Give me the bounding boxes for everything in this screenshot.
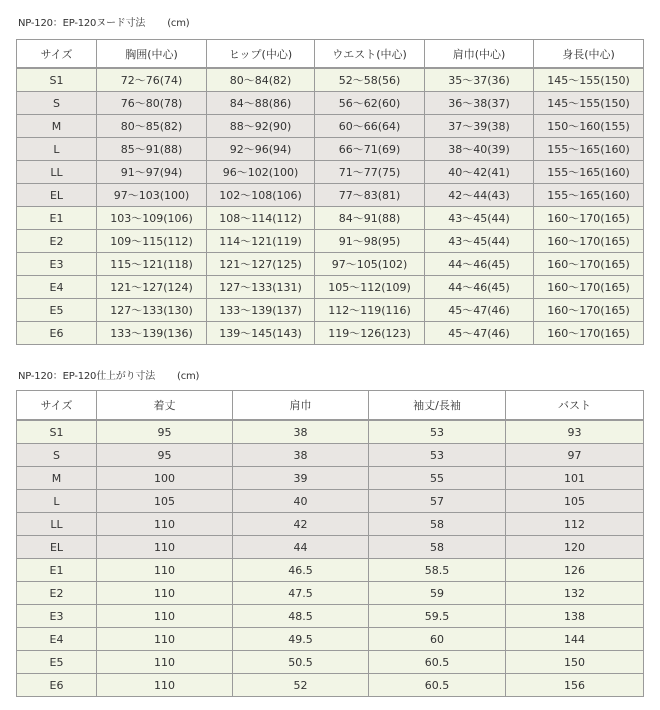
measurement-cell: 42	[233, 513, 369, 536]
measurement-cell: 110	[97, 582, 233, 605]
table-header-row	[17, 40, 644, 69]
measurement-cell: 80～84(82)	[207, 68, 315, 92]
table-row	[17, 138, 644, 161]
measurement-cell: 55	[369, 467, 506, 490]
measurement-cell: 110	[97, 628, 233, 651]
measurement-cell: 59.5	[369, 605, 506, 628]
measurement-cell: 97～105(102)	[315, 253, 425, 276]
measurement-cell: 110	[97, 536, 233, 559]
table-row	[17, 513, 644, 536]
size-label-cell: E1	[17, 207, 97, 230]
finished-size-title: NP-120：EP-120仕上がり寸法	[18, 371, 156, 382]
measurement-cell: 44～46(45)	[425, 253, 534, 276]
size-label-cell: EL	[17, 536, 97, 559]
measurement-cell: 45～47(46)	[425, 322, 534, 345]
header-waist: ウエスト(中心)	[315, 40, 425, 69]
table-row	[17, 559, 644, 582]
measurement-cell: 44～46(45)	[425, 276, 534, 299]
measurement-cell: 110	[97, 559, 233, 582]
measurement-cell: 119～126(123)	[315, 322, 425, 345]
measurement-cell: 85～91(88)	[97, 138, 207, 161]
measurement-cell: 49.5	[233, 628, 369, 651]
measurement-cell: 44	[233, 536, 369, 559]
header-bust: バスト	[506, 391, 644, 421]
measurement-cell: 160～170(165)	[534, 276, 644, 299]
header-height: 身長(中心)	[534, 40, 644, 69]
measurement-cell: 101	[506, 467, 644, 490]
table-row	[17, 92, 644, 115]
table-row	[17, 628, 644, 651]
measurement-cell: 145～155(150)	[534, 92, 644, 115]
header-shoulder: 肩巾(中心)	[425, 40, 534, 69]
size-label-cell: LL	[17, 161, 97, 184]
measurement-cell: 160～170(165)	[534, 299, 644, 322]
measurement-cell: 52	[233, 674, 369, 697]
measurement-cell: 105～112(109)	[315, 276, 425, 299]
measurement-cell: 71～77(75)	[315, 161, 425, 184]
nude-size-title: NP-120：EP-120ヌード寸法	[18, 18, 146, 29]
size-label-cell: L	[17, 138, 97, 161]
header-hip: ヒップ(中心)	[207, 40, 315, 69]
size-label-cell: L	[17, 490, 97, 513]
size-label-cell: E6	[17, 674, 97, 697]
measurement-cell: 38	[233, 444, 369, 467]
measurement-cell: 36～38(37)	[425, 92, 534, 115]
measurement-cell: 93	[506, 420, 644, 444]
header-size: サイズ	[17, 40, 97, 69]
finished-size-caption	[18, 367, 199, 382]
table-row	[17, 490, 644, 513]
measurement-cell: 38	[233, 420, 369, 444]
measurement-cell: 76～80(78)	[97, 92, 207, 115]
measurement-cell: 97～103(100)	[97, 184, 207, 207]
measurement-cell: 121～127(125)	[207, 253, 315, 276]
nude-size-unit: (cm)	[167, 18, 190, 29]
measurement-cell: 160～170(165)	[534, 207, 644, 230]
measurement-cell: 66～71(69)	[315, 138, 425, 161]
measurement-cell: 45～47(46)	[425, 299, 534, 322]
header-bust: 胸囲(中心)	[97, 40, 207, 69]
measurement-cell: 133～139(136)	[97, 322, 207, 345]
table-header-row	[17, 391, 644, 421]
measurement-cell: 84～88(86)	[207, 92, 315, 115]
size-label-cell: M	[17, 467, 97, 490]
measurement-cell: 40～42(41)	[425, 161, 534, 184]
size-label-cell: E3	[17, 253, 97, 276]
size-label-cell: S1	[17, 420, 97, 444]
nude-size-table	[16, 39, 644, 345]
table-row	[17, 115, 644, 138]
finished-size-table	[16, 390, 644, 697]
measurement-cell: 60～66(64)	[315, 115, 425, 138]
size-label-cell: EL	[17, 184, 97, 207]
table-row	[17, 420, 644, 444]
measurement-cell: 127～133(131)	[207, 276, 315, 299]
measurement-cell: 100	[97, 467, 233, 490]
measurement-cell: 42～44(43)	[425, 184, 534, 207]
size-label-cell: E1	[17, 559, 97, 582]
measurement-cell: 60.5	[369, 674, 506, 697]
nude-size-caption	[18, 14, 189, 29]
measurement-cell: 108～114(112)	[207, 207, 315, 230]
measurement-cell: 160～170(165)	[534, 322, 644, 345]
measurement-cell: 84～91(88)	[315, 207, 425, 230]
measurement-cell: 59	[369, 582, 506, 605]
measurement-cell: 144	[506, 628, 644, 651]
measurement-cell: 95	[97, 420, 233, 444]
measurement-cell: 60.5	[369, 651, 506, 674]
size-label-cell: E2	[17, 230, 97, 253]
size-label-cell: E5	[17, 651, 97, 674]
measurement-cell: 50.5	[233, 651, 369, 674]
measurement-cell: 46.5	[233, 559, 369, 582]
measurement-cell: 127～133(130)	[97, 299, 207, 322]
measurement-cell: 150～160(155)	[534, 115, 644, 138]
measurement-cell: 155～165(160)	[534, 138, 644, 161]
table-row	[17, 253, 644, 276]
measurement-cell: 126	[506, 559, 644, 582]
measurement-cell: 80～85(82)	[97, 115, 207, 138]
table-row	[17, 299, 644, 322]
measurement-cell: 43～45(44)	[425, 230, 534, 253]
size-label-cell: E6	[17, 322, 97, 345]
measurement-cell: 133～139(137)	[207, 299, 315, 322]
table-row	[17, 68, 644, 92]
measurement-cell: 35～37(36)	[425, 68, 534, 92]
measurement-cell: 48.5	[233, 605, 369, 628]
measurement-cell: 91～97(94)	[97, 161, 207, 184]
table-row	[17, 230, 644, 253]
measurement-cell: 72～76(74)	[97, 68, 207, 92]
measurement-cell: 53	[369, 420, 506, 444]
table-row	[17, 582, 644, 605]
measurement-cell: 56～62(60)	[315, 92, 425, 115]
measurement-cell: 160～170(165)	[534, 230, 644, 253]
size-label-cell: LL	[17, 513, 97, 536]
size-label-cell: E3	[17, 605, 97, 628]
size-label-cell: M	[17, 115, 97, 138]
measurement-cell: 121～127(124)	[97, 276, 207, 299]
measurement-cell: 150	[506, 651, 644, 674]
header-length: 着丈	[97, 391, 233, 421]
measurement-cell: 39	[233, 467, 369, 490]
measurement-cell: 155～165(160)	[534, 161, 644, 184]
measurement-cell: 88～92(90)	[207, 115, 315, 138]
measurement-cell: 138	[506, 605, 644, 628]
measurement-cell: 156	[506, 674, 644, 697]
measurement-cell: 112	[506, 513, 644, 536]
measurement-cell: 145～155(150)	[534, 68, 644, 92]
measurement-cell: 53	[369, 444, 506, 467]
table-row	[17, 651, 644, 674]
measurement-cell: 52～58(56)	[315, 68, 425, 92]
measurement-cell: 112～119(116)	[315, 299, 425, 322]
measurement-cell: 120	[506, 536, 644, 559]
measurement-cell: 58.5	[369, 559, 506, 582]
measurement-cell: 95	[97, 444, 233, 467]
table-row	[17, 184, 644, 207]
measurement-cell: 97	[506, 444, 644, 467]
size-label-cell: S	[17, 444, 97, 467]
measurement-cell: 103～109(106)	[97, 207, 207, 230]
header-size: サイズ	[17, 391, 97, 421]
measurement-cell: 110	[97, 651, 233, 674]
measurement-cell: 155～165(160)	[534, 184, 644, 207]
measurement-cell: 114～121(119)	[207, 230, 315, 253]
measurement-cell: 105	[506, 490, 644, 513]
measurement-cell: 57	[369, 490, 506, 513]
table-row	[17, 674, 644, 697]
measurement-cell: 60	[369, 628, 506, 651]
measurement-cell: 160～170(165)	[534, 253, 644, 276]
table-row	[17, 444, 644, 467]
measurement-cell: 109～115(112)	[97, 230, 207, 253]
measurement-cell: 139～145(143)	[207, 322, 315, 345]
measurement-cell: 43～45(44)	[425, 207, 534, 230]
size-label-cell: E5	[17, 299, 97, 322]
table-row	[17, 322, 644, 345]
measurement-cell: 58	[369, 513, 506, 536]
size-label-cell: S1	[17, 68, 97, 92]
measurement-cell: 115～121(118)	[97, 253, 207, 276]
header-sleeve: 袖丈/長袖	[369, 391, 506, 421]
measurement-cell: 37～39(38)	[425, 115, 534, 138]
table-row	[17, 161, 644, 184]
table-row	[17, 605, 644, 628]
measurement-cell: 96～102(100)	[207, 161, 315, 184]
table-row	[17, 467, 644, 490]
measurement-cell: 38～40(39)	[425, 138, 534, 161]
measurement-cell: 91～98(95)	[315, 230, 425, 253]
measurement-cell: 132	[506, 582, 644, 605]
measurement-cell: 110	[97, 674, 233, 697]
measurement-cell: 102～108(106)	[207, 184, 315, 207]
finished-size-unit: (cm)	[177, 371, 200, 382]
measurement-cell: 105	[97, 490, 233, 513]
table-row	[17, 536, 644, 559]
measurement-cell: 110	[97, 513, 233, 536]
measurement-cell: 92～96(94)	[207, 138, 315, 161]
measurement-cell: 77～83(81)	[315, 184, 425, 207]
measurement-cell: 47.5	[233, 582, 369, 605]
size-label-cell: E4	[17, 276, 97, 299]
size-label-cell: S	[17, 92, 97, 115]
measurement-cell: 40	[233, 490, 369, 513]
header-shoulder: 肩巾	[233, 391, 369, 421]
size-label-cell: E4	[17, 628, 97, 651]
table-row	[17, 207, 644, 230]
measurement-cell: 58	[369, 536, 506, 559]
table-row	[17, 276, 644, 299]
measurement-cell: 110	[97, 605, 233, 628]
size-label-cell: E2	[17, 582, 97, 605]
